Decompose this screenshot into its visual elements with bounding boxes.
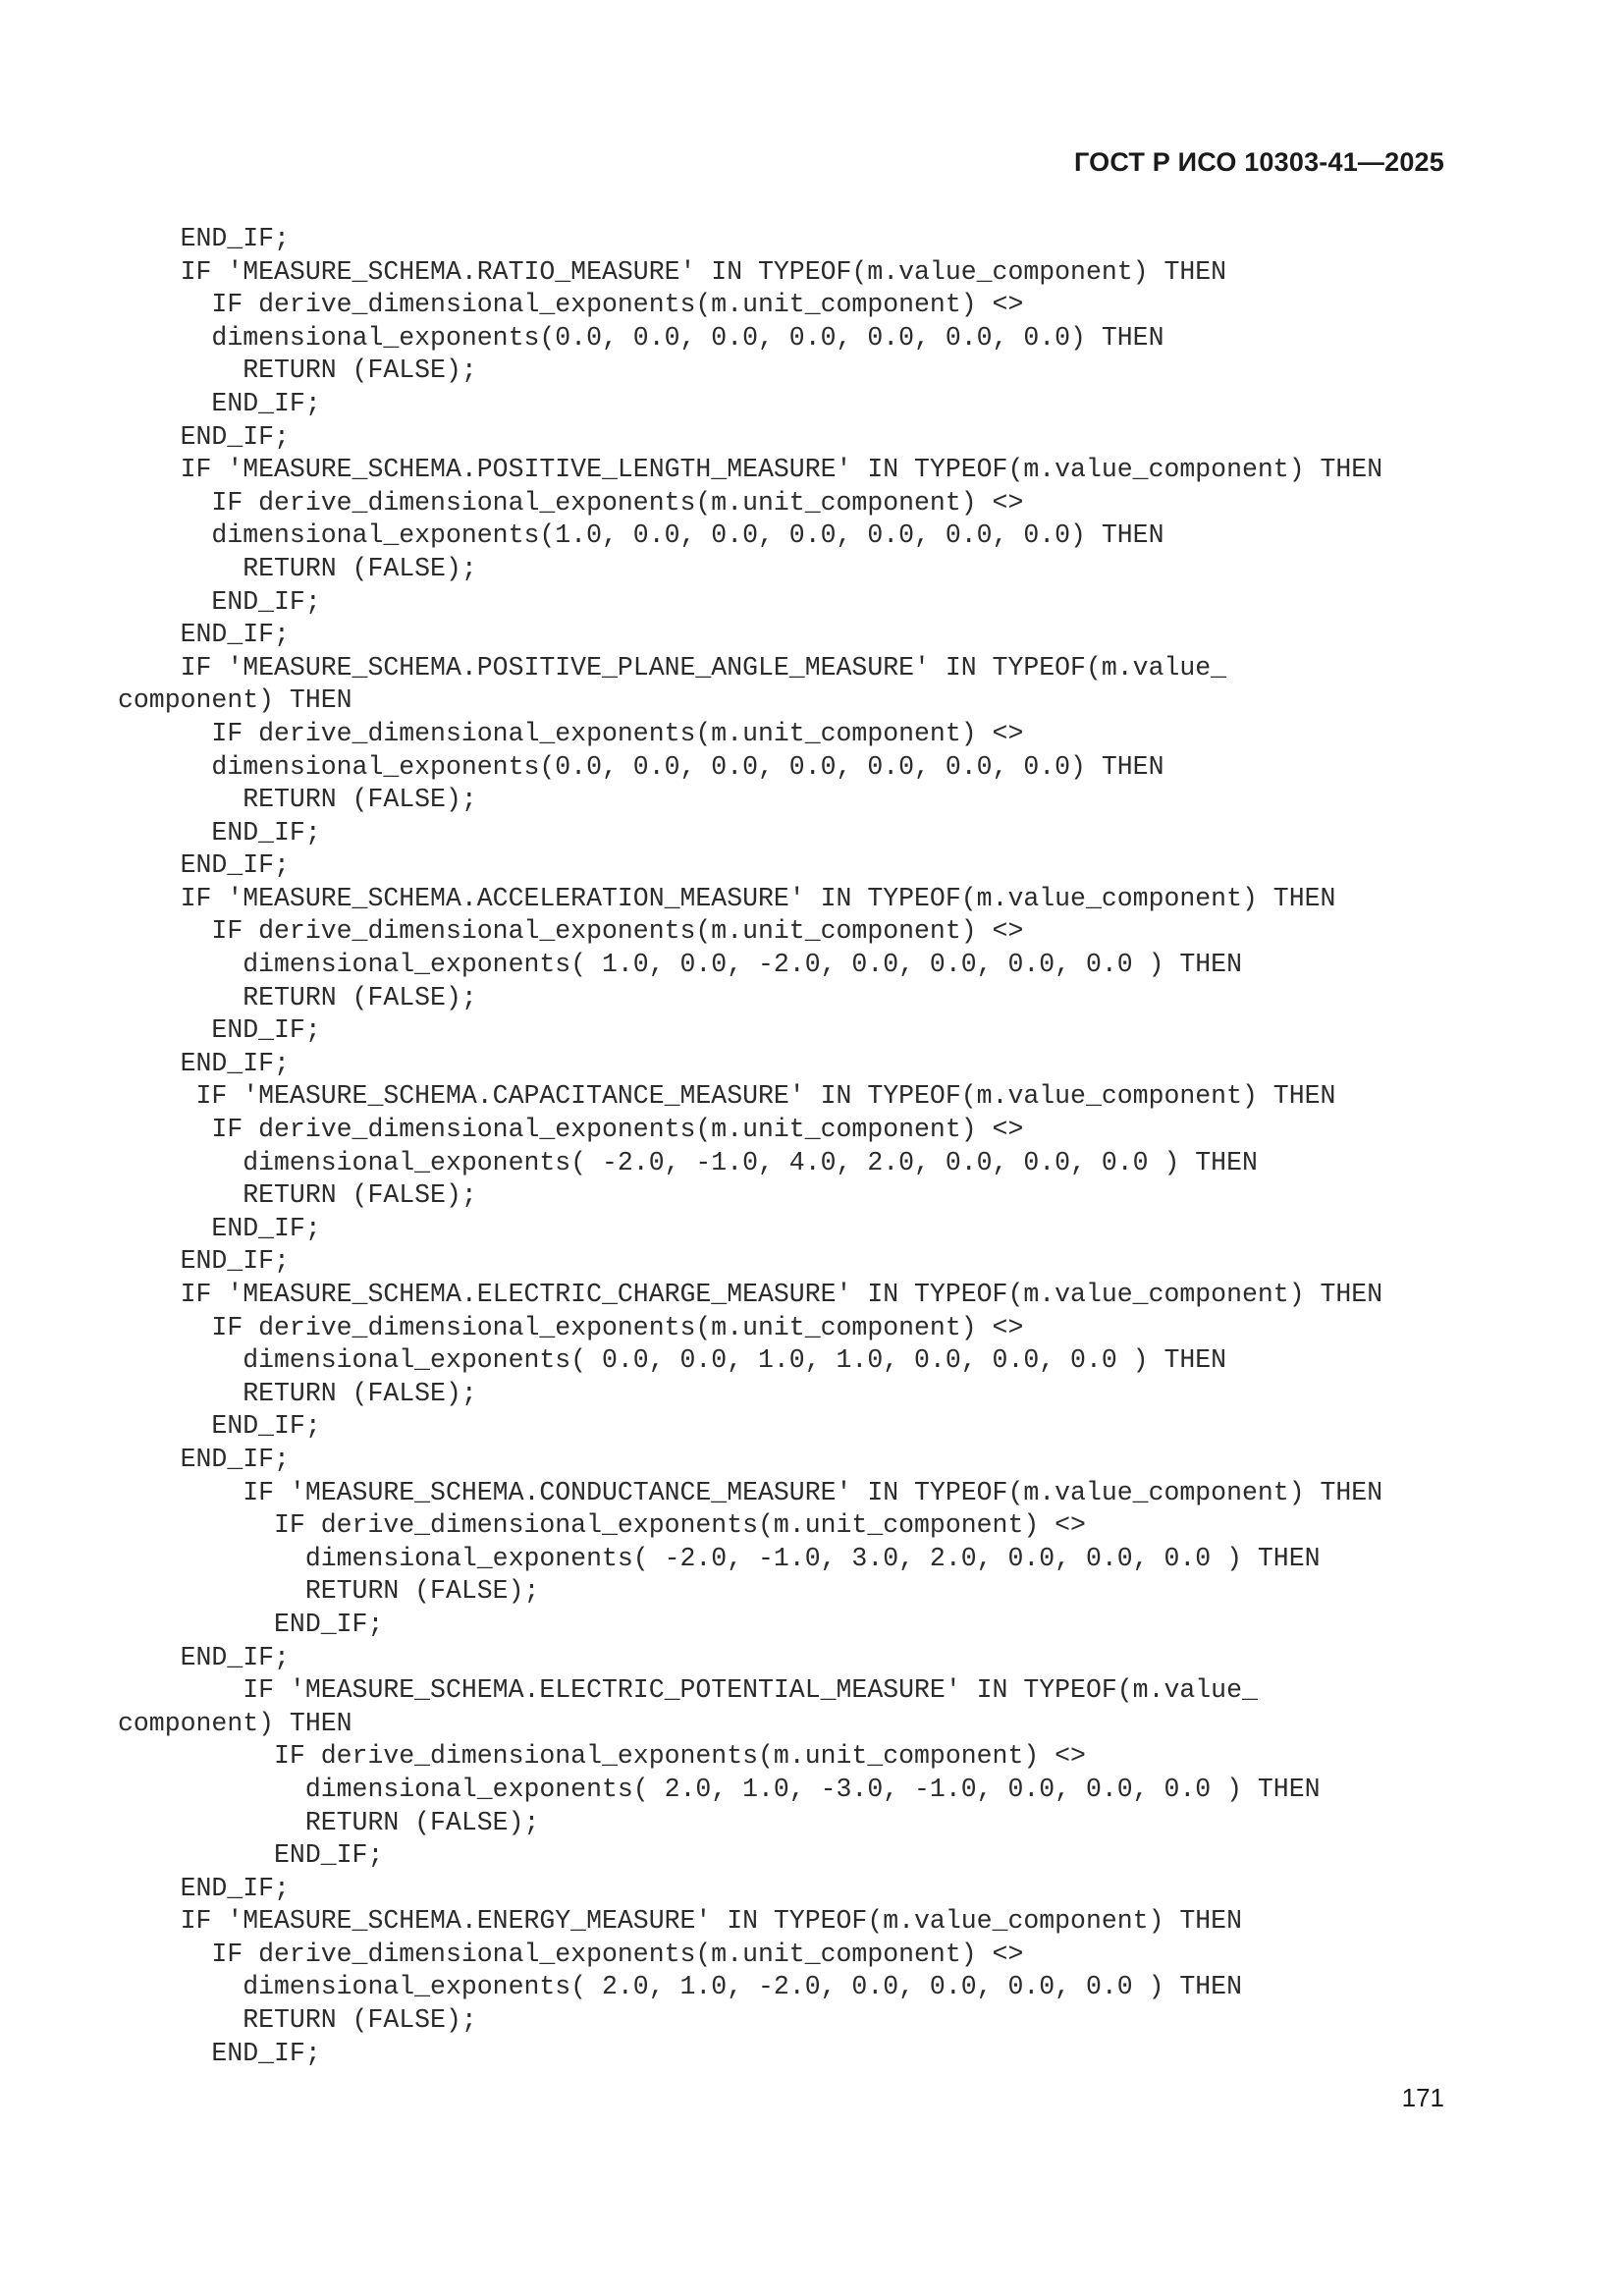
code-line: component) THEN [118,685,352,716]
code-line: RETURN (FALSE); [118,355,477,386]
code-line: IF derive_dimensional_exponents(m.unit_component) <> [118,916,1024,947]
code-line: END_IF; [118,1015,321,1046]
code-line: END_IF; [118,1840,384,1871]
code-line: IF 'MEASURE_SCHEMA.ELECTRIC_POTENTIAL_MEASURE' IN TYPEOF(m.value_ [118,1675,1258,1706]
code-line: dimensional_exponents( -2.0, -1.0, 4.0, 2.0, 0.0, 0.0, 0.0 ) THEN [118,1147,1258,1177]
code-line: END_IF; [118,1873,290,1903]
code-line: END_IF; [118,1411,321,1442]
code-line: END_IF; [118,1213,321,1243]
code-line: END_IF; [118,586,321,617]
code-line: IF 'MEASURE_SCHEMA.CAPACITANCE_MEASURE' IN TYPEOF(m.value_component) THEN [118,1081,1336,1112]
code-line: END_IF; [118,620,290,650]
code-line: END_IF; [118,1048,290,1078]
code-line: dimensional_exponents(0.0, 0.0, 0.0, 0.0, 0.0, 0.0, 0.0) THEN [118,322,1164,353]
code-line: component) THEN [118,1708,352,1738]
code-line: IF derive_dimensional_exponents(m.unit_component) <> [118,487,1024,518]
page-number: 171 [1401,2083,1444,2112]
code-line: dimensional_exponents( 2.0, 1.0, -2.0, 0.0, 0.0, 0.0, 0.0 ) THEN [118,1972,1242,2002]
code-line: dimensional_exponents( 2.0, 1.0, -3.0, -1.0, 0.0, 0.0, 0.0 ) THEN [118,1774,1321,1804]
code-line: END_IF; [118,388,321,418]
code-line: IF 'MEASURE_SCHEMA.ACCELERATION_MEASURE' IN TYPEOF(m.value_component) THEN [118,883,1336,913]
code-line: END_IF; [118,2038,321,2068]
code-line: IF derive_dimensional_exponents(m.unit_component) <> [118,290,1024,320]
express-code-listing [118,223,1382,2070]
code-line: END_IF; [118,224,290,253]
code-line: RETURN (FALSE); [118,2005,477,2036]
code-line: RETURN (FALSE); [118,1180,477,1211]
code-line: IF 'MEASURE_SCHEMA.RATIO_MEASURE' IN TYPEOF(m.value_component) THEN [118,256,1227,287]
code-line: IF derive_dimensional_exponents(m.unit_component) <> [118,1312,1024,1342]
code-line: dimensional_exponents(1.0, 0.0, 0.0, 0.0, 0.0, 0.0, 0.0) THEN [118,520,1164,551]
code-line: IF derive_dimensional_exponents(m.unit_component) <> [118,1741,1086,1772]
code-line: END_IF; [118,850,290,881]
code-line: IF 'MEASURE_SCHEMA.POSITIVE_LENGTH_MEASURE' IN TYPEOF(m.value_component) THEN [118,455,1383,485]
code-line: END_IF; [118,1246,290,1277]
code-line: dimensional_exponents( -2.0, -1.0, 3.0, 2.0, 0.0, 0.0, 0.0 ) THEN [118,1543,1321,1573]
code-line: IF derive_dimensional_exponents(m.unit_component) <> [118,718,1024,748]
code-line: IF 'MEASURE_SCHEMA.ENERGY_MEASURE' IN TYPEOF(m.value_component) THEN [118,1906,1242,1937]
code-line: RETURN (FALSE); [118,553,477,583]
code-line: END_IF; [118,817,321,847]
standard-header: ГОСТ Р ИСО 10303-41—2025 [1074,147,1444,177]
code-line: END_IF; [118,421,290,452]
code-line: END_IF; [118,1444,290,1474]
code-line: END_IF; [118,1642,290,1672]
code-line: RETURN (FALSE); [118,1807,540,1837]
code-line: IF 'MEASURE_SCHEMA.ELECTRIC_CHARGE_MEASURE' IN TYPEOF(m.value_component) THEN [118,1280,1383,1309]
code-line: END_IF; [118,1609,384,1639]
code-line: IF 'MEASURE_SCHEMA.POSITIVE_PLANE_ANGLE_MEASURE' IN TYPEOF(m.value_ [118,652,1227,683]
code-line: IF derive_dimensional_exponents(m.unit_component) <> [118,1115,1024,1145]
code-line: RETURN (FALSE); [118,1378,477,1408]
code-line: dimensional_exponents( 0.0, 0.0, 1.0, 1.0, 0.0, 0.0, 0.0 ) THEN [118,1345,1227,1376]
code-line: IF derive_dimensional_exponents(m.unit_component) <> [118,1939,1024,1969]
code-line: RETURN (FALSE); [118,1576,540,1607]
code-line: RETURN (FALSE); [118,982,477,1012]
code-line: IF derive_dimensional_exponents(m.unit_component) <> [118,1510,1086,1541]
code-line: IF 'MEASURE_SCHEMA.CONDUCTANCE_MEASURE' IN TYPEOF(m.value_component) THEN [118,1477,1383,1507]
code-line: RETURN (FALSE); [118,785,477,815]
code-line: dimensional_exponents( 1.0, 0.0, -2.0, 0.0, 0.0, 0.0, 0.0 ) THEN [118,950,1242,980]
code-line: dimensional_exponents(0.0, 0.0, 0.0, 0.0, 0.0, 0.0, 0.0) THEN [118,751,1164,782]
